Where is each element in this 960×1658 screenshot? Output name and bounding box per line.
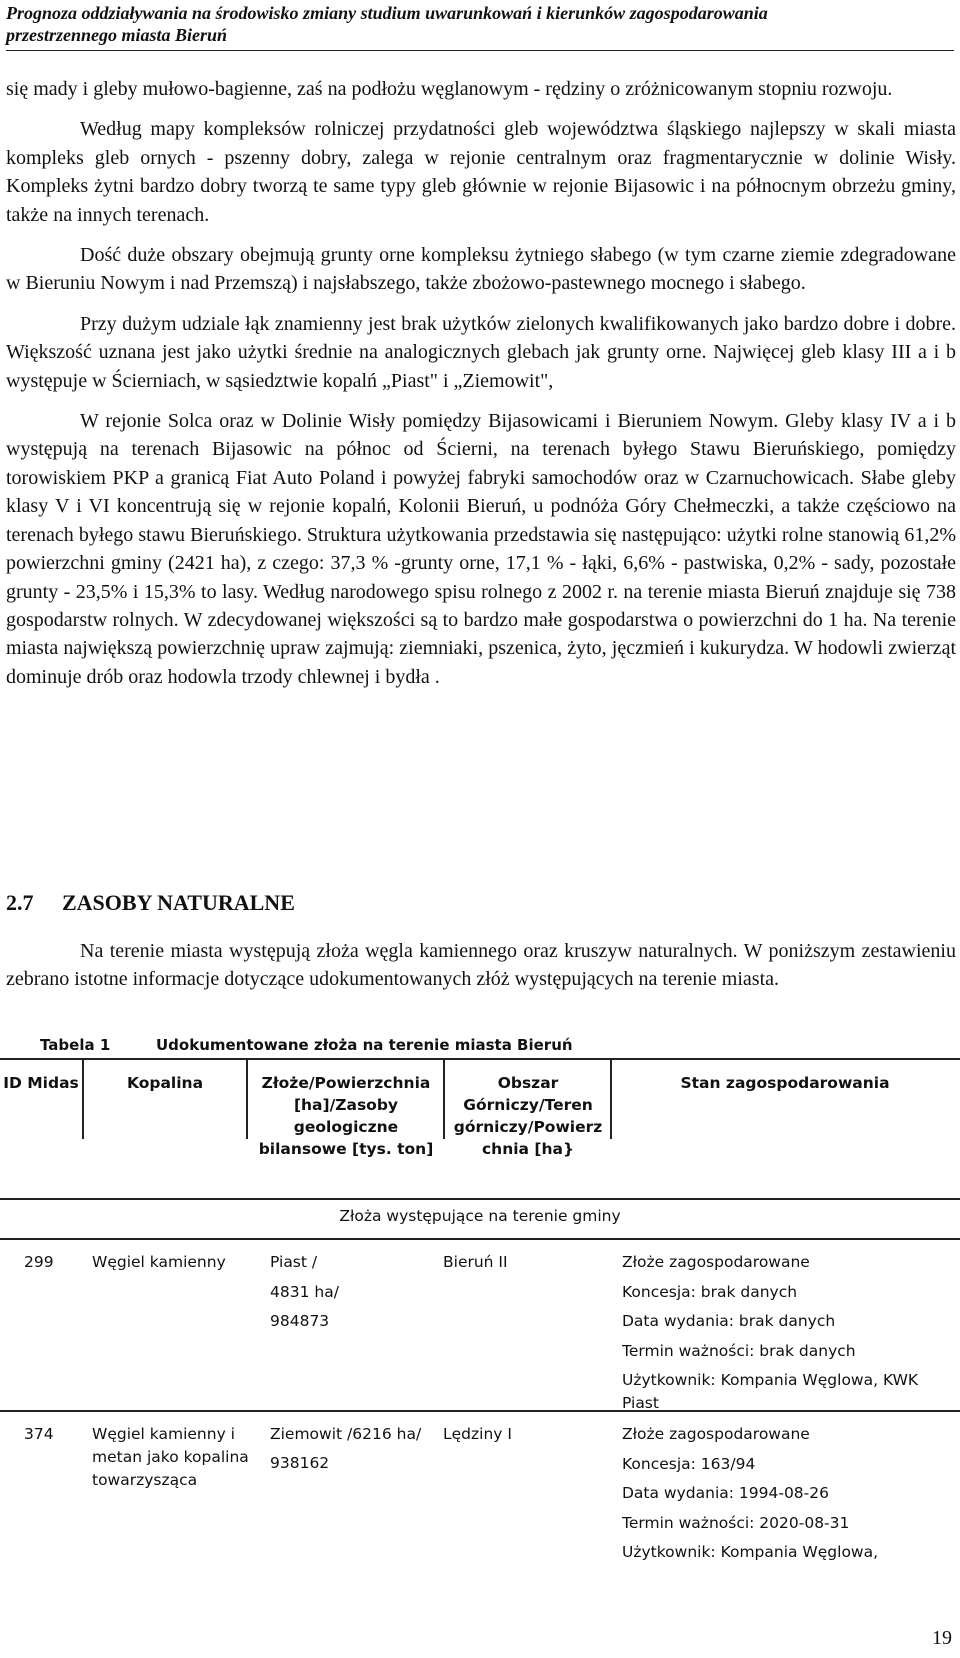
zloze-line: 938162 [270, 1454, 330, 1472]
row-kopalina: Węgiel kamienny [92, 1253, 226, 1271]
stan-line: Termin ważności: brak danych [622, 1341, 856, 1360]
body-text-top [6, 75, 956, 691]
stan-line: Złoże zagospodarowane [622, 1253, 810, 1271]
table-label: Tabela 1 [40, 1036, 111, 1054]
paragraph: Według mapy kompleksów rolniczej przydatności gleb województwa śląskiego najlepszy w skali miasta kompleks gleb ornych - pszenny dobry, zalega w rejonie centralnym oraz fragmentarycznie w dolinie Wisły. Kompleks żytni bardzo dobry tworzą te same typy gleb głównie w rejonie Bijasowic i na północnym obrzeżu gminy, także na innych terenach. [6, 118, 956, 226]
table-col-divider [246, 1058, 248, 1139]
stan-line: Data wydania: 1994-08-26 [622, 1484, 829, 1502]
paragraph: się mady i gleby mułowo-bagienne, zaś na podłożu węglanowym - rędziny o zróżnicowanym stopniu rozwoju. [6, 78, 893, 100]
table-caption [40, 1036, 573, 1054]
stan-line: Koncesja: brak danych [622, 1282, 798, 1301]
row-obszar: Lędziny I [443, 1425, 512, 1443]
header-obszar: Obszar Górniczy/Teren górniczy/Powierz chnia [ha} [453, 1074, 603, 1158]
paragraph: W rejonie Solca oraz w Dolinie Wisły pomiędzy Bijasowicami i Bieruniem Nowym. Gleby klasy IV a i b występują na terenach Bijasowic na północ od Ścierni, na terenach byłego Stawu Bieruńskiego, pomiędzy torowiskiem PKP a granicą Fiat Auto Poland i powyżej fabryki samochodów oraz w Czarnuchowicach. Słabe gleby klasy V i VI koncentrują się w rejonie kopalń, Kolonii Bieruń, u podnóża Góry Chełmeczki, a także częściowo na terenach byłego stawu Bieruńskiego. Struktura użytkowania przedstawia się następująco: użytki rolne stanowią 61,2% powierzchni gminy (2421 ha), z czego: 37,3 % -grunty orne, 17,1 % - łąki, 6,6% - pastwiska, 0,2% - sady, pozostałe grunty - 23,5% i 15,3% to lasy. Według narodowego spisu rolnego z 2002 r. na terenie miasta Bieruń znajduje się 738 gospodarstw rolnych. W zdecydowanej większości są to bardzo małe gospodarstwa o powierzchni do 1 ha. Na terenie miasta największą powierzchnię upraw zajmują: ziemniaki, pszenica, żyto, jęczmień i kukurydza. W hodowli zwierząt dominuje drób oraz hodowla trzody chlewnej i bydła . [6, 410, 956, 688]
table-col-divider [443, 1058, 445, 1139]
row-stan [622, 1420, 952, 1568]
stan-line: Koncesja: 163/94 [622, 1454, 756, 1473]
stan-line: Data wydania: brak danych [622, 1312, 836, 1330]
zloze-line: Ziemowit /6216 ha/ [270, 1425, 422, 1443]
table-group-title: Złoża występujące na terenie gminy [339, 1207, 621, 1225]
section-number: 2.7 [6, 890, 34, 915]
header-stan: Stan zagospodarowania [680, 1074, 890, 1092]
row-id: 374 [24, 1425, 54, 1443]
stan-line: Użytkownik: Kompania Węglowa, KWK Piast [622, 1371, 919, 1412]
header-zloze: Złoże/Powierzchnia [ha]/Zasoby geologiczne bilansowe [tys. ton] [258, 1074, 434, 1158]
zloze-line: Piast / [270, 1253, 318, 1271]
table-caption-text: Udokumentowane złoża na terenie miasta Bieruń [156, 1036, 573, 1054]
header-title-line-2: przestrzennego miasta Bieruń [6, 25, 228, 45]
header-id: ID Midas [3, 1074, 79, 1092]
table-rule-header-bottom [0, 1198, 960, 1200]
header-title-line-1: Prognoza oddziaływania na środowisko zmiany studium uwarunkowań i kierunków zagospodarowania [6, 3, 768, 23]
page-number: 19 [932, 1627, 952, 1649]
row-kopalina: Węgiel kamienny i metan jako kopalina towarzysząca [92, 1425, 249, 1489]
zloze-line: 4831 ha/ [270, 1282, 339, 1301]
body-text-section [6, 937, 956, 994]
row-stan [622, 1248, 952, 1415]
stan-line: Złoże zagospodarowane [622, 1425, 810, 1443]
deposits-table [0, 1058, 960, 1603]
paragraph: Przy dużym udziale łąk znamienny jest brak użytków zielonych kwalifikowanych jako bardzo dobre i dobre. Większość uznana jest jako użytki średnie na analogicznych glebach jak grunty orne. Najwięcej gleb klasy III a i b występuje w Ścierniach, w sąsiedztwie kopalń „Piast" i „Ziemowit", [6, 312, 956, 392]
stan-line: Użytkownik: Kompania Węglowa, [622, 1543, 879, 1561]
row-zloze [270, 1423, 435, 1475]
section-heading [6, 890, 295, 916]
table-rule-top [0, 1058, 960, 1060]
document-header [6, 2, 954, 51]
zloze-line: 984873 [270, 1312, 330, 1330]
table-col-divider [610, 1058, 612, 1139]
paragraph: Na terenie miasta występują złoża węgla kamiennego oraz kruszyw naturalnych. W poniższym zestawieniu zebrano istotne informacje dotyczące udokumentowanych złóż występujących na terenie miasta. [6, 940, 956, 991]
row-id: 299 [24, 1253, 54, 1271]
section-title: ZASOBY NATURALNE [62, 890, 295, 915]
header-kopalina: Kopalina [126, 1074, 204, 1092]
table-rule-group-bottom [0, 1238, 960, 1240]
row-zloze [270, 1248, 445, 1337]
stan-line: Termin ważności: 2020-08-31 [622, 1513, 850, 1532]
row-obszar: Bieruń II [443, 1253, 508, 1271]
table-col-divider [82, 1058, 84, 1139]
paragraph: Dość duże obszary obejmują grunty orne kompleksu żytniego słabego (w tym czarne ziemie zdegradowane w Bieruniu Nowym i nad Przemszą) i najsłabszego, także zbożowo-pastewnego mocnego i słabego. [6, 244, 956, 295]
